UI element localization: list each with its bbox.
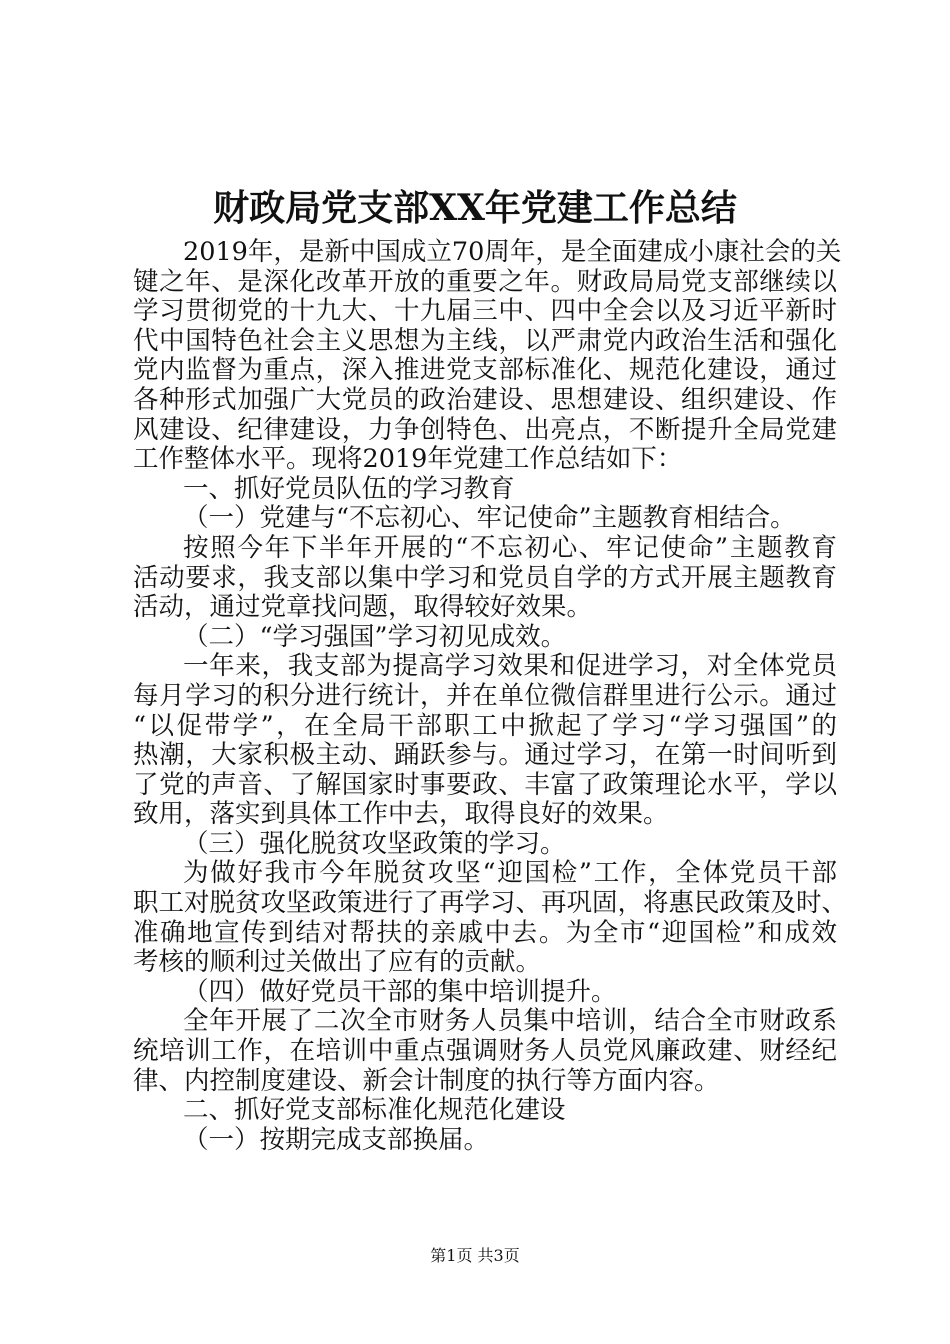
paragraph xyxy=(133,534,837,623)
paragraph xyxy=(133,504,837,534)
text-line: 学习贯彻党的十九大、十九届三中、四中全会以及习近平新时 xyxy=(133,296,837,327)
text-line: 一年来，我支部为提高学习效果和促进学习，对全体党员 xyxy=(183,651,837,682)
text-line: 一、抓好党员队伍的学习教育 xyxy=(183,473,515,504)
text-line: 二、抓好党支部标准化规范化建设 xyxy=(183,1095,566,1126)
text-line: （二）“学习强国”学习初见成效。 xyxy=(183,621,567,652)
document-title: 财政局党支部XX年党建工作总结 xyxy=(213,187,737,229)
paragraph xyxy=(133,1007,837,1096)
text-line: 键之年、是深化改革开放的重要之年。财政局局党支部继续以 xyxy=(133,266,837,297)
text-line: 每月学习的积分进行统计，并在单位微信群里进行公示。通过 xyxy=(133,680,837,711)
text-line: 按照今年下半年开展的“不忘初心、牢记使命”主题教育 xyxy=(183,532,837,563)
text-line: “以促带学”，在全局干部职工中掀起了学习“学习强国”的 xyxy=(133,710,837,741)
paragraph xyxy=(133,830,837,860)
paragraph xyxy=(133,623,837,653)
paragraph xyxy=(133,237,842,475)
text-line: 致用，落实到具体工作中去，取得良好的效果。 xyxy=(133,799,669,830)
text-line: 活动，通过党章找问题，取得较好效果。 xyxy=(133,592,593,623)
text-line: 各种形式加强广大党员的政治建设、思想建设、组织建设、作 xyxy=(133,384,837,415)
text-line: （四）做好党员干部的集中培训提升。 xyxy=(183,976,617,1007)
text-line: 党内监督为重点，深入推进党支部标准化、规范化建设，通过 xyxy=(133,355,837,386)
paragraph xyxy=(133,1126,837,1156)
text-line: （一）党建与“不忘初心、牢记使命”主题教育相结合。 xyxy=(183,503,796,534)
text-line: 代中国特色社会主义思想为主线，以严肃党内政治生活和强化 xyxy=(133,325,837,356)
paragraph xyxy=(133,1096,837,1126)
document-body xyxy=(133,237,848,1155)
text-line: 律、内控制度建设、新会计制度的执行等方面内容。 xyxy=(133,1065,720,1096)
text-line: （三）强化脱贫攻坚政策的学习。 xyxy=(183,828,566,859)
text-line: 职工对脱贫攻坚政策进行了再学习、再巩固，将惠民政策及时、 xyxy=(133,888,848,919)
text-line: 活动要求，我支部以集中学习和党员自学的方式开展主题教育 xyxy=(133,562,837,593)
text-line: 考核的顺利过关做出了应有的贡献。 xyxy=(133,947,542,978)
text-line: 工作整体水平。现将2019年党建工作总结如下： xyxy=(133,444,683,475)
paragraph xyxy=(133,858,848,978)
paragraph xyxy=(133,978,837,1008)
text-line: 准确地宣传到结对帮扶的亲戚中去。为全市“迎国检”和成效 xyxy=(133,917,837,948)
text-line: 了党的声音、了解国家时事要政、丰富了政策理论水平，学以 xyxy=(133,769,837,800)
page-footer: 第1页 共3页 xyxy=(430,1246,520,1265)
paragraph xyxy=(133,475,837,505)
text-line: 全年开展了二次全市财务人员集中培训，结合全市财政系 xyxy=(183,1006,837,1037)
text-line: 热潮，大家积极主动、踊跃参与。通过学习，在第一时间听到 xyxy=(133,740,837,771)
text-line: 2019年，是新中国成立70周年，是全面建成小康社会的关 xyxy=(183,237,842,267)
paragraph xyxy=(133,652,837,830)
text-line: 统培训工作，在培训中重点强调财务人员党风廉政建、财经纪 xyxy=(133,1036,837,1067)
text-line: （一）按期完成支部换届。 xyxy=(183,1124,490,1155)
text-line: 为做好我市今年脱贫攻坚“迎国检”工作，全体党员干部 xyxy=(183,858,837,889)
text-line: 风建设、纪律建设，力争创特色、出亮点，不断提升全局党建 xyxy=(133,414,837,445)
